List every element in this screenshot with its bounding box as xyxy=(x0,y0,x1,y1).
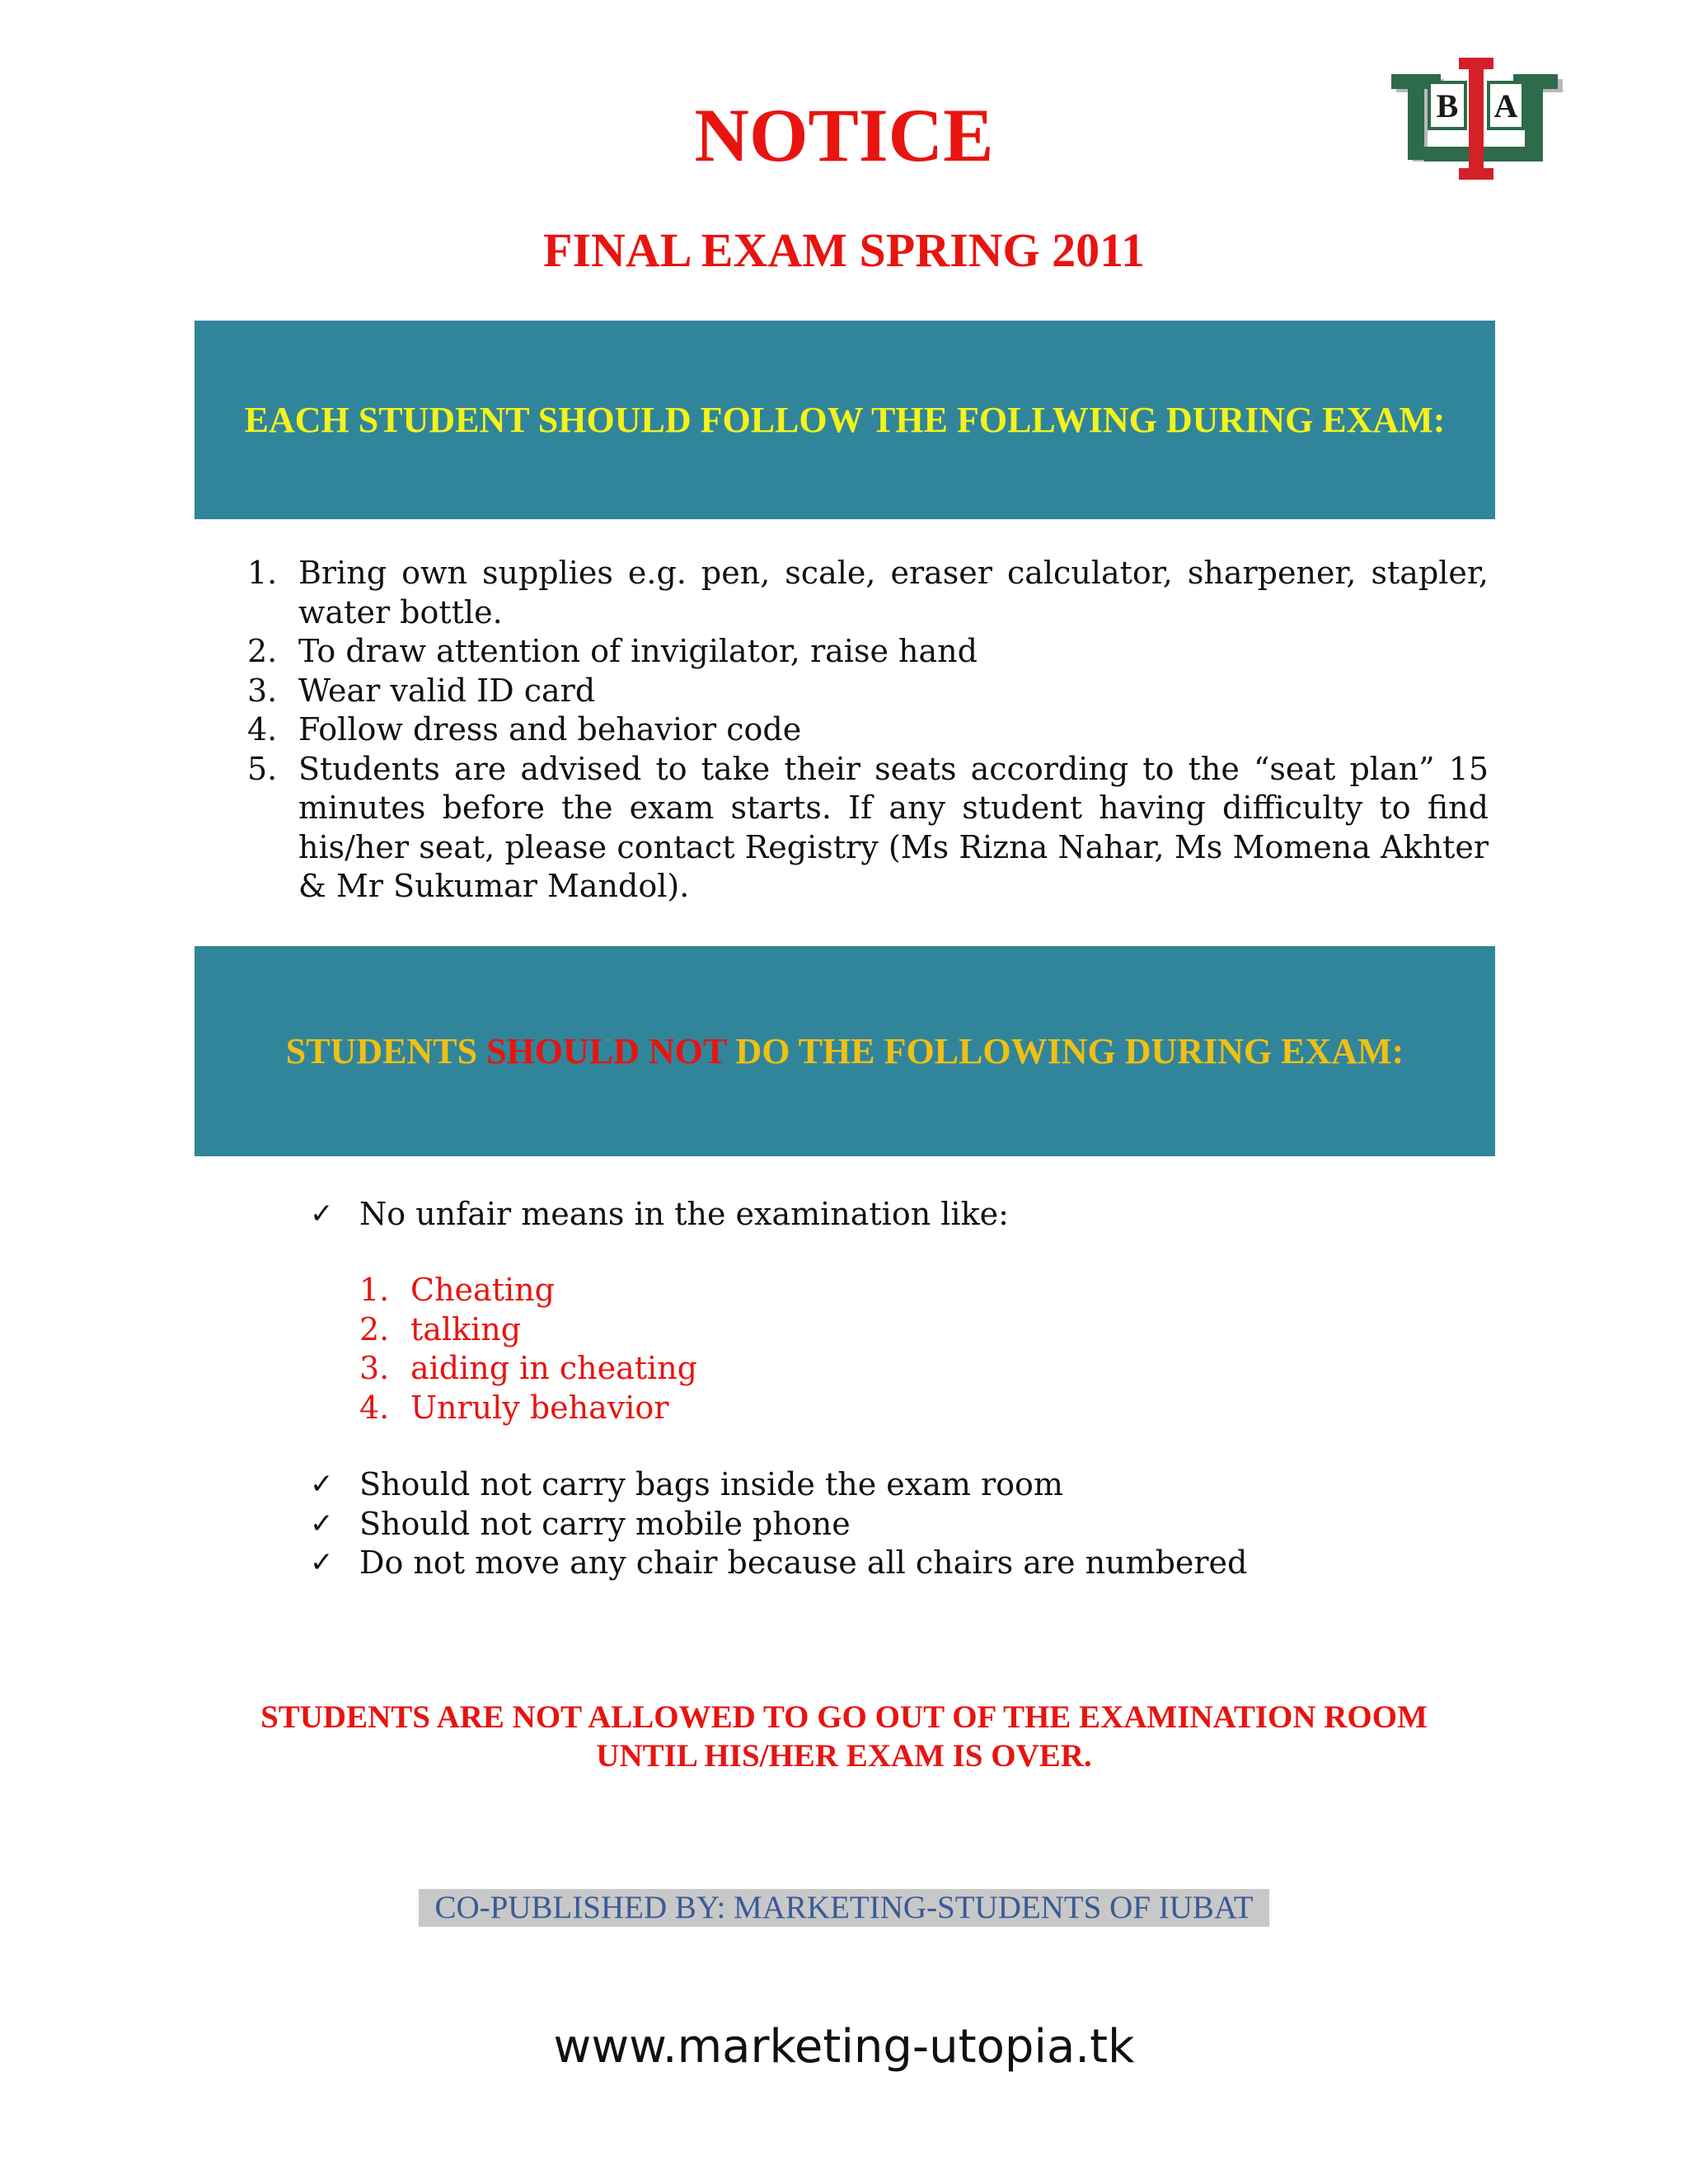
item-number: 1. xyxy=(247,555,278,591)
svg-text:B: B xyxy=(1436,87,1459,124)
list-item xyxy=(310,1195,1505,1235)
list-item xyxy=(359,1271,697,1310)
list-item xyxy=(359,1349,697,1389)
item-number: 4. xyxy=(359,1389,390,1426)
item-text: Bring own supplies e.g. pen, scale, eraser calculator, sharpener, stapler, water bottle. xyxy=(298,555,1489,630)
follow-heading-band xyxy=(195,321,1495,519)
item-text: Do not move any chair because all chairs are numbered xyxy=(359,1544,1248,1581)
item-text: Wear valid ID card xyxy=(298,672,596,709)
check-list-more xyxy=(310,1465,1505,1583)
item-text: Should not carry bags inside the exam room xyxy=(359,1466,1063,1502)
item-number: 5. xyxy=(247,750,278,787)
list-item xyxy=(239,554,1489,632)
item-number: 3. xyxy=(359,1350,390,1386)
list-item xyxy=(239,632,1489,672)
exam-subtitle: FINAL EXAM SPRING 2011 xyxy=(543,223,1145,277)
list-item xyxy=(239,672,1489,711)
item-text: Unruly behavior xyxy=(410,1389,669,1426)
list-item xyxy=(239,710,1489,750)
follow-heading: EACH STUDENT SHOULD FOLLOW THE FOLLWING DURING EXAM: xyxy=(244,400,1446,440)
exit-warning xyxy=(0,1698,1688,1775)
check-list-intro xyxy=(310,1195,1505,1235)
item-number: 4. xyxy=(247,711,278,748)
notice-title: NOTICE xyxy=(694,93,994,177)
check-icon: ✓ xyxy=(310,1546,334,1579)
check-icon: ✓ xyxy=(310,1507,334,1540)
check-icon: ✓ xyxy=(310,1468,334,1501)
item-text: talking xyxy=(410,1310,522,1347)
heading-prefix: STUDENTS xyxy=(285,1031,487,1071)
item-text: Should not carry mobile phone xyxy=(359,1505,851,1542)
should-not-heading xyxy=(286,1030,1404,1072)
item-number: 2. xyxy=(247,633,278,669)
heading-emphasis: SHOULD NOT xyxy=(486,1031,727,1071)
follow-rules-list xyxy=(239,554,1489,907)
item-number: 1. xyxy=(359,1272,390,1308)
list-item xyxy=(359,1310,697,1350)
item-text: Students are advised to take their seats according to the “seat plan” 15 minutes before the exam starts. If any student having difficulty to find his/her seat, please contact Registry (Ms Rizna Nahar, Ms Momena Akhter & Mr Sukumar Mandol). xyxy=(298,750,1489,904)
check-icon: ✓ xyxy=(310,1197,334,1230)
list-item xyxy=(359,1389,697,1428)
item-text: Follow dress and behavior code xyxy=(298,711,802,748)
warning-line-2: UNTIL HIS/HER EXAM IS OVER. xyxy=(596,1738,1092,1774)
list-item xyxy=(310,1505,1505,1544)
list-item xyxy=(310,1544,1505,1583)
item-text: Cheating xyxy=(410,1272,555,1308)
list-item xyxy=(310,1465,1505,1505)
svg-text:A: A xyxy=(1493,87,1518,124)
item-text: To draw attention of invigilator, raise hand xyxy=(298,633,978,669)
unfair-means-list xyxy=(359,1271,697,1427)
warning-line-1: STUDENTS ARE NOT ALLOWED TO GO OUT OF THE EXAMINATION ROOM xyxy=(260,1699,1428,1735)
website-link[interactable]: www.marketing-utopia.tk xyxy=(553,2020,1135,2074)
item-text: aiding in cheating xyxy=(410,1350,697,1386)
item-number: 2. xyxy=(359,1310,390,1347)
list-item xyxy=(239,750,1489,907)
heading-suffix: DO THE FOLLOWING DURING EXAM: xyxy=(726,1031,1404,1071)
should-not-heading-band xyxy=(195,946,1495,1156)
copublished-credit: CO-PUBLISHED BY: MARKETING-STUDENTS OF IUBAT xyxy=(419,1889,1269,1927)
item-number: 3. xyxy=(247,672,278,709)
item-text: No unfair means in the examination like: xyxy=(359,1196,1009,1232)
